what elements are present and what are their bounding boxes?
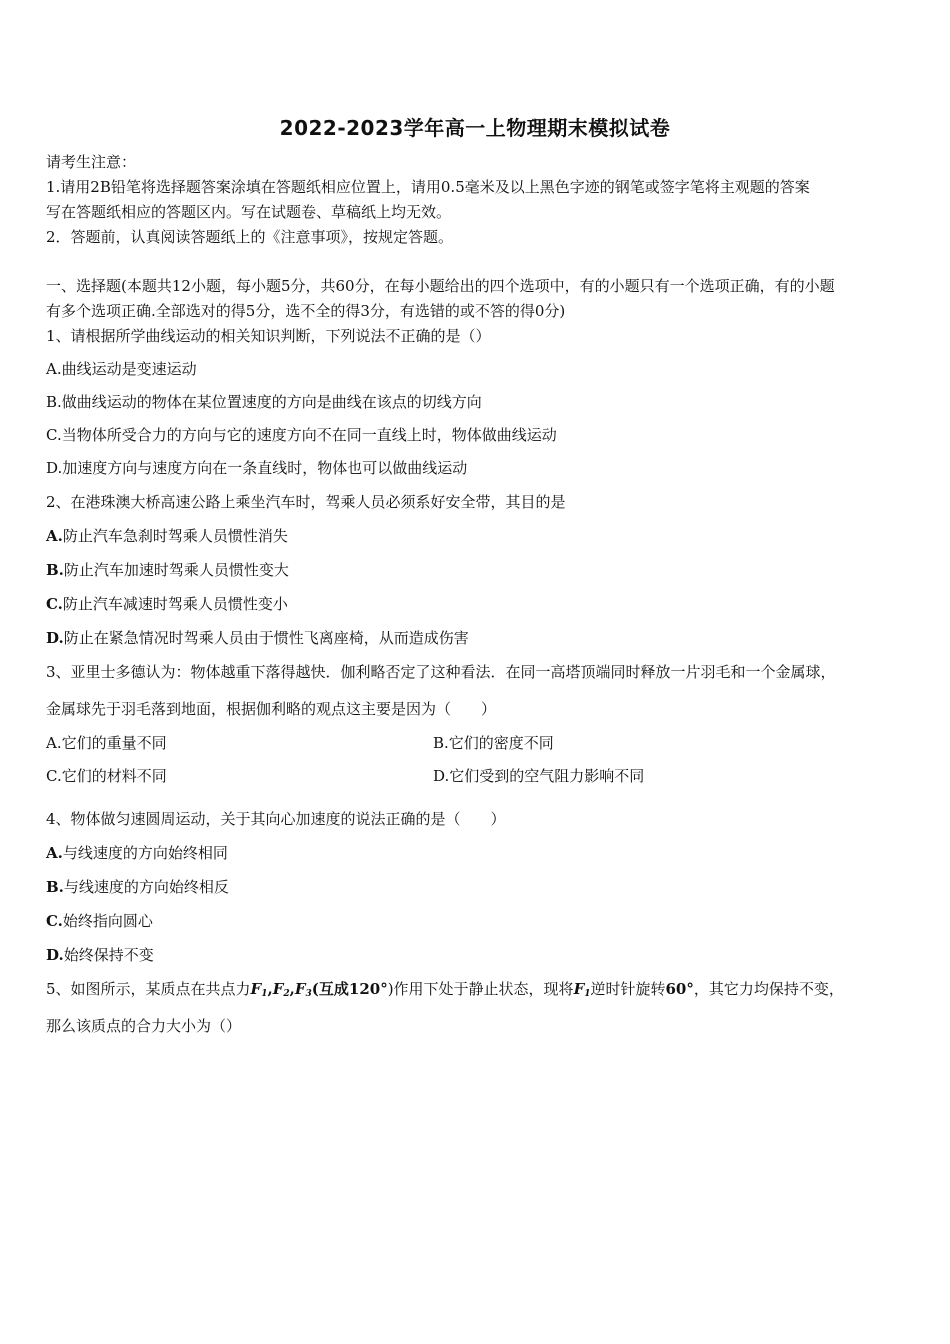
force-subscript: 1 bbox=[261, 989, 268, 999]
q1-option-d: D.加速度方向与速度方向在一条直线时，物体也可以做曲线运动 bbox=[46, 459, 468, 477]
option-label: B. bbox=[46, 878, 64, 896]
q2-stem: 2、在港珠澳大桥高速公路上乘坐汽车时，驾乘人员必须系好安全带，其目的是 bbox=[46, 493, 566, 511]
option-label: A. bbox=[46, 844, 63, 862]
q4-option-d bbox=[46, 945, 154, 965]
option-text: 与线速度的方向始终相同 bbox=[62, 844, 228, 862]
notice-heading: 请考生注意： bbox=[46, 153, 137, 171]
option-label: C. bbox=[46, 912, 63, 930]
separator: , bbox=[289, 980, 295, 998]
option-text: 与线速度的方向始终相反 bbox=[63, 878, 229, 896]
notice-item-2: 2．答题前，认真阅读答题纸上的《注意事项》，按规定答题。 bbox=[46, 228, 454, 246]
option-label: A. bbox=[46, 527, 63, 545]
force-symbol: F bbox=[573, 980, 585, 998]
q2-option-d bbox=[46, 628, 469, 648]
q5-stem-text: )作用下处于静止状态，现将 bbox=[387, 980, 574, 998]
angle-value: 60° bbox=[665, 980, 694, 998]
q5-stem-text: 逆时针旋转 bbox=[590, 980, 666, 998]
section-1-intro-line-1: 一、选择题(本题共12小题，每小题5分，共60分，在每小题给出的四个选项中，有的小题只有一个选项正确，有的小题 bbox=[46, 277, 835, 295]
option-text: 防止在紧急情况时驾乘人员由于惯性飞离座椅，从而造成伤害 bbox=[63, 629, 469, 647]
option-text: 始终指向圆心 bbox=[62, 912, 153, 930]
q1-option-a: A.曲线运动是变速运动 bbox=[46, 360, 197, 378]
section-1-intro-line-2: 有多个选项正确.全部选对的得5分，选不全的得3分，有选错的或不答的得0分) bbox=[46, 302, 566, 320]
q1-option-c: C.当物体所受合力的方向与它的速度方向不在同一直线上时，物体做曲线运动 bbox=[46, 426, 557, 444]
q5-stem-text: (互成 bbox=[311, 980, 349, 998]
q5-stem-line-1 bbox=[46, 979, 844, 1004]
q4-option-c bbox=[46, 911, 153, 931]
q4-option-b bbox=[46, 877, 229, 897]
q2-option-c bbox=[46, 594, 288, 614]
q5-stem-text: ，其它力均保持不变， bbox=[693, 980, 844, 998]
option-text: 防止汽车急刹时驾乘人员惯性消失 bbox=[62, 527, 288, 545]
q3-option-c: C.它们的材料不同 bbox=[46, 767, 167, 785]
q2-option-b bbox=[46, 560, 289, 580]
option-label: D. bbox=[46, 629, 64, 647]
q1-stem: 1、请根据所学曲线运动的相关知识判断，下列说法不正确的是（） bbox=[46, 327, 491, 345]
angle-value: 120° bbox=[348, 980, 388, 998]
q3-option-b: B.它们的密度不同 bbox=[433, 734, 554, 752]
notice-item-1-line-1: 1.请用2B铅笔将选择题答案涂填在答题纸相应位置上，请用0.5毫米及以上黑色字迹的钢笔或签字笔将主观题的答案 bbox=[46, 178, 810, 196]
q4-stem: 4、物体做匀速圆周运动，关于其向心加速度的说法正确的是（ ） bbox=[46, 810, 506, 828]
page-title: 2022-2023学年高一上物理期末模拟试卷 bbox=[279, 116, 671, 140]
force-symbol: F bbox=[250, 980, 262, 998]
separator: , bbox=[267, 980, 273, 998]
force-subscript: 3 bbox=[305, 989, 312, 999]
q3-stem-line-1: 3、亚里士多德认为：物体越重下落得越快．伽利略否定了这种看法．在同一高塔顶端同时释放一片羽毛和一个金属球， bbox=[46, 663, 836, 681]
option-text: 防止汽车减速时驾乘人员惯性变小 bbox=[62, 595, 288, 613]
force-subscript: 1 bbox=[584, 989, 591, 999]
q3-option-d: D.它们受到的空气阻力影响不同 bbox=[433, 767, 645, 785]
notice-item-1-line-2: 写在答题纸相应的答题区内。写在试题卷、草稿纸上均无效。 bbox=[46, 203, 452, 221]
force-subscript: 2 bbox=[283, 989, 290, 999]
q3-option-a: A.它们的重量不同 bbox=[46, 734, 167, 752]
force-symbol: F bbox=[294, 980, 306, 998]
q5-stem-line-2: 那么该质点的合力大小为（） bbox=[46, 1017, 242, 1035]
force-symbol: F bbox=[272, 980, 284, 998]
q5-stem-text: 5、如图所示，某质点在共点力 bbox=[46, 980, 251, 998]
option-text: 防止汽车加速时驾乘人员惯性变大 bbox=[63, 561, 289, 579]
q4-option-a bbox=[46, 843, 228, 863]
q1-option-b: B.做曲线运动的物体在某位置速度的方向是曲线在该点的切线方向 bbox=[46, 393, 482, 411]
option-text: 始终保持不变 bbox=[63, 946, 154, 964]
q2-option-a bbox=[46, 526, 288, 546]
option-label: D. bbox=[46, 946, 64, 964]
q3-stem-line-2: 金属球先于羽毛落到地面，根据伽利略的观点这主要是因为（ ） bbox=[46, 700, 497, 718]
option-label: C. bbox=[46, 595, 63, 613]
option-label: B. bbox=[46, 561, 64, 579]
